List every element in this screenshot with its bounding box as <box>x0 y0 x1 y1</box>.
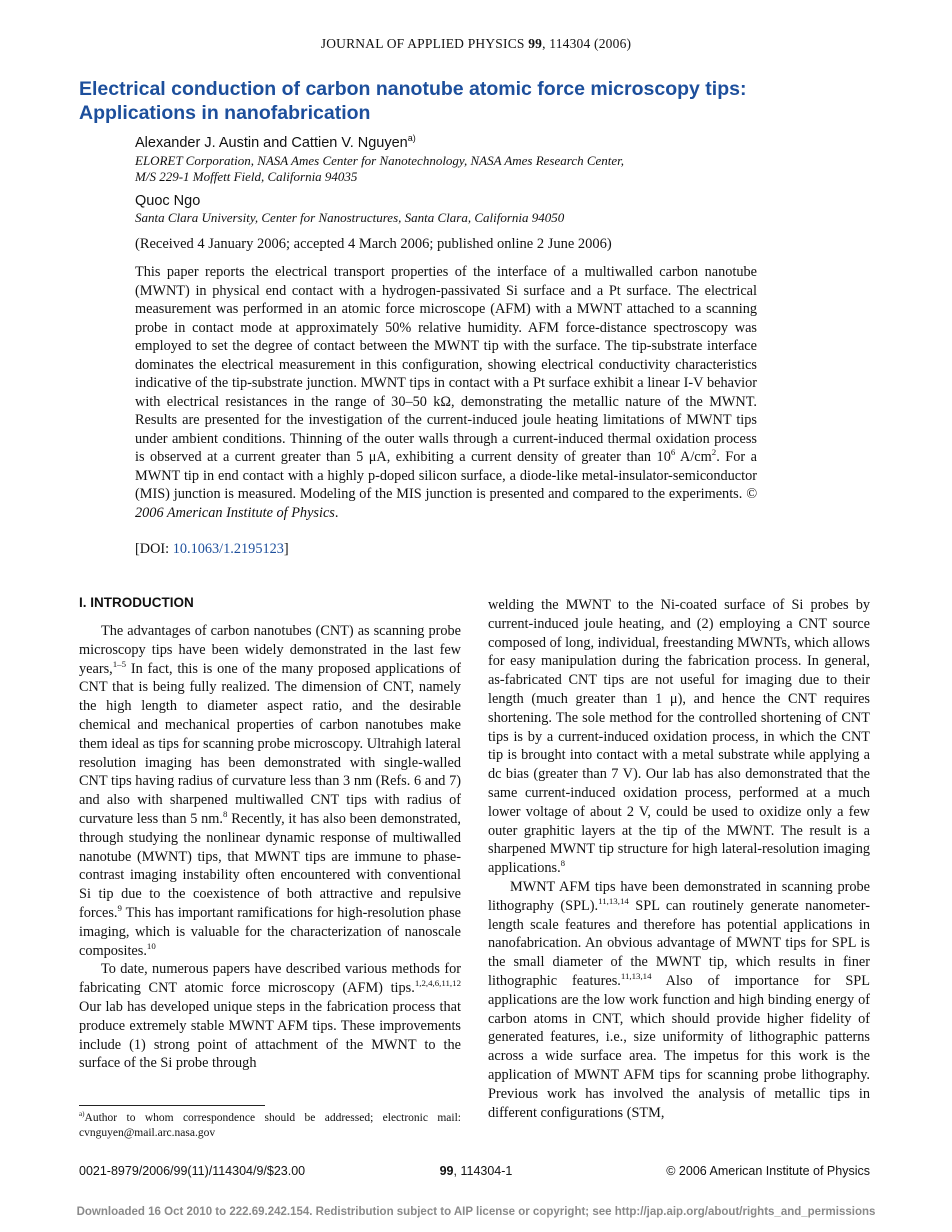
running-head <box>0 36 952 52</box>
affiliation-1-line-2: M/S 229-1 Moffett Field, California 94035 <box>135 169 358 184</box>
intro-paragraph-2: To date, numerous papers have described various methods for fabricating CNT atomic force microscopy (AFM) tips.$^{1,2,4,6,11,12}$ Our lab has developed unique steps in the fabrication process that produce extremely stable MWNT AFM tips. These improvements include (1) strong point of attachment of the MWNT to the surface of the Si probe through <box>79 961 461 1072</box>
author-footnote-marker: a) <box>407 133 416 144</box>
title-line-2: Applications in nanofabrication <box>79 102 371 124</box>
reference-link[interactable]: 8 <box>223 809 228 820</box>
reference-link[interactable]: 9 <box>117 903 122 914</box>
intro-paragraph-1: The advantages of carbon nanotubes (CNT) as scanning probe microscopy tips have been widely demonstrated in the last few years,$^{1-5}$ In fact, this is one of the many proposed applications of CNT that is being fully realized. The dimension of CNT, namely the high length to diameter aspect ratio, and the desirable chemical and mechanical properties of carbon nanotubes make them ideal as tips for scanning probe microscopy. Ultrahigh lateral resolution imaging has been demonstrated with single-walled CNT tips having radius of curvature less than 3 nm (Refs. 6 and 7) and also with sharpened multiwalled CNT tips with radius of curvature less than 5 nm.$^8$ Recently, it has also been demonstrated, through studying the nonlinear dynamic response of multiwalled nanotube (MWNT) tips, that MWNT tips are immune to phase-contrast imaging instability often encountered with conventional Si tip due to the coexistence of both attractive and repulsive forces.$^9$ This has important ramifications for high-resolution phase imaging, which is valuable for the characterization of nanoscale composites.$^{10}$ <box>79 623 461 959</box>
affiliation-1-line-1: ELORET Corporation, NASA Ames Center for Nanotechnology, NASA Ames Research Center, <box>135 153 625 168</box>
journal-name: JOURNAL OF APPLIED PHYSICS <box>320 36 525 51</box>
intro-paragraph-3: MWNT AFM tips have been demonstrated in scanning probe lithography (SPL).$^{11,13,14}$ SPL can routinely generate nanometer-length scale features and therefore has potential applications in nanofabrication. An obvious advantage of MWNT tips for SPL is the small diameter of the MWNT tip, which results in finer lithographic features.$^{11,13,14}$ Also of importance for SPL applications are the low work function and high binding energy of carbon atoms in CNT, which should provide higher fidelity of generated features, i.e., size uniformity of lithographic patterns across a wide surface area. The impetus for this work is the application of MWNT AFM tips for scanning probe lithography. Previous work has involved the analysis of metallic tips in different configurations (STM, <box>488 878 870 1121</box>
footer-page-number: 99, 114304-1 <box>439 1164 513 1178</box>
section-heading-introduction: I. INTRODUCTION <box>79 595 194 610</box>
reference-link[interactable]: 10 <box>146 940 156 951</box>
reference-link[interactable]: 11,13,14 <box>598 895 629 906</box>
footer-copyright: © 2006 American Institute of Physics <box>666 1164 870 1178</box>
intro-paragraph-2-continued: welding the MWNT to the Ni-coated surface of Si probes by current-induced joule heating, and (2) employing a CNT source composed of long, individual, freestanding MWNTs, which allows for easy manipulation during the fabrication process. In general, as-fabricated CNT tips are not useful for imaging due to their length (much greater than 1 μ), and hence the CNT requires shortening. The sole method for the controlled shortening of CNT tips is by a current-induced oxidation process, in which the CNT tip is brought into contact with a metal substrate while applying a dc bias (greater than 7 V). Our lab has also demonstrated that the same current-induced oxidation process, performed at a much lower voltage of about 2 V, could be used to oxidize only a few outer graphitic layers at the tip of the MWNT. The result is a sharpened MWNT tip structure for high lateral-resolution imaging applications.$^8$ <box>488 597 870 877</box>
footnote-text: Author to whom correspondence should be addressed; electronic mail: cvnguyen@mail.arc.nasa.gov <box>79 1112 461 1139</box>
title-line-1: Electrical conduction of carbon nanotube atomic force microscopy tips: <box>79 78 747 100</box>
reference-link[interactable]: 1,2,4,6,11,12 <box>414 978 461 989</box>
abstract <box>135 263 757 522</box>
volume-number: 99 <box>528 36 543 51</box>
reference-link[interactable]: 11,13,14 <box>620 971 652 982</box>
author-group-2: Quoc Ngo <box>135 193 201 209</box>
doi-line: [DOI: 10.1063/1.2195123] <box>135 541 289 557</box>
paper-title <box>79 77 879 125</box>
abstract-text: This paper reports the electrical transport properties of the interface of a multiwalled carbon nanotube (MWNT) in physical end contact with a hydrogen-passivated Si surface and a Pt surface. The electrical measurement was performed in an atomic force microscope (AFM) with a MWNT attached to a scanning probe in contact mode at approximately 50% relative humidity. AFM force-distance spectroscopy was employed to set the degree of contact between the MWNT tip with the surface. The tip-substrate interface dominates the electrical measurement in this configuration, showing electrical conductivity characteristics indicative of the tip-substrate junction. MWNT tips in contact with a Pt surface exhibit a linear I-V behavior with electrical resistances in the range of 30–50 kΩ, demonstrating the metallic nature of the MWNT. Results are presented for the investigation of the current-induced joule heating limitations of MWNT tips under ambient conditions. Thinning of the outer walls through a current-induced thermal oxidation process is observed at a current greater than 5 μA, exhibiting a current density of greater than $10^6$ $A/cm^2$. For a MWNT tip in end contact with a highly p-doped silicon surface, a diode-like metal-insulator-semiconductor (MIS) junction is measured. Modeling of the MIS junction is presented and compared to the experiments. © 2006 American Institute of Physics. <box>135 264 757 521</box>
footnote-divider <box>79 1105 265 1106</box>
copyright-notice: © 2006 American Institute of Physics <box>135 486 757 521</box>
reference-link[interactable]: 8 <box>560 858 566 869</box>
footnote-marker: a) <box>79 1110 85 1119</box>
affiliation-2: Santa Clara University, Center for Nanostructures, Santa Clara, California 94050 <box>135 210 565 225</box>
download-notice: Downloaded 16 Oct 2010 to 222.69.242.154. Redistribution subject to AIP license or copyright; see http://jap.aip.org/about/rights_and_permissions <box>76 1206 876 1218</box>
footnote <box>79 1111 461 1141</box>
footer-issn-code: 0021-8979/2006/99(11)/114304/9/$23.00 <box>79 1164 306 1178</box>
left-column <box>79 622 461 1073</box>
affiliation-1 <box>135 153 755 185</box>
author-group-1 <box>135 135 416 151</box>
right-column <box>488 596 870 1122</box>
reference-link[interactable]: 1–5 <box>112 658 127 669</box>
received-dates: (Received 4 January 2006; accepted 4 March 2006; published online 2 June 2006) <box>135 236 612 252</box>
author-names-1: Alexander J. Austin and Cattien V. Nguyen <box>135 135 408 151</box>
article-info: , 114304 (2006) <box>542 36 632 51</box>
doi-link[interactable]: 10.1063/1.2195123 <box>172 541 284 557</box>
